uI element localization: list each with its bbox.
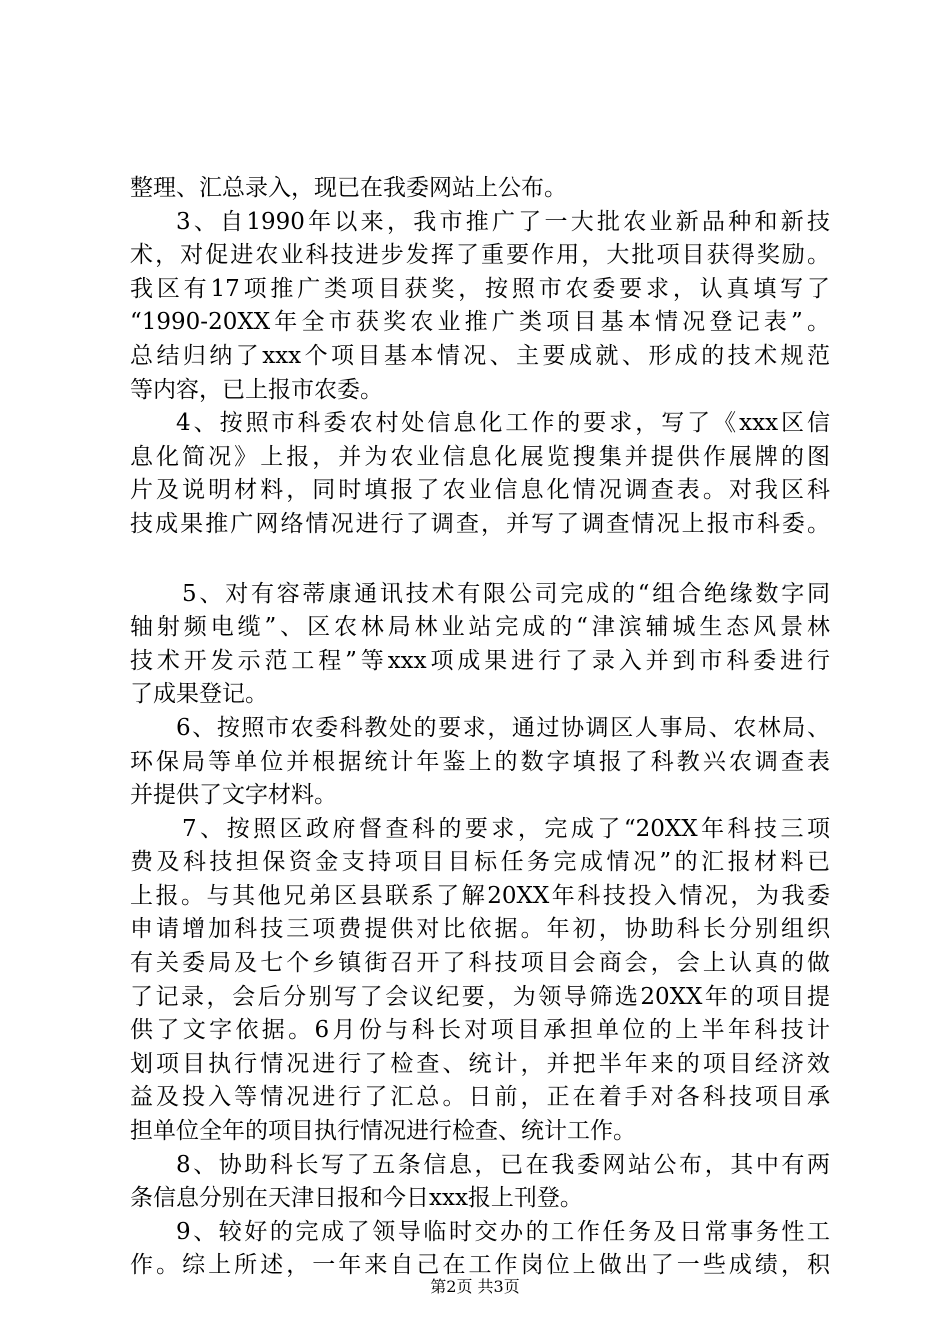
text-line: 我区有17项推广类项目获奖，按照市农委要求，认真填写了 (130, 275, 830, 302)
text-line: 4、按照市科委农村处信息化工作的要求，写了《xxx区信 (176, 410, 830, 437)
text-line: 5、对有容蒂康通讯技术有限公司完成的“组合绝缘数字同 (182, 580, 830, 607)
paragraph-gap (130, 542, 830, 578)
text-line: 上报。与其他兄弟区县联系了解20XX年科技投入情况，为我委 (130, 882, 830, 909)
text-line: 7、按照区政府督查科的要求，完成了“20XX年科技三项 (182, 815, 830, 842)
text-line: 息化简况》上报，并为农业信息化展览搜集并提供作展牌的图 (130, 443, 830, 470)
text-line: 8、协助科长写了五条信息，已在我委网站公布，其中有两 (176, 1151, 830, 1178)
text-line: 环保局等单位并根据统计年鉴上的数字填报了科教兴农调查表 (130, 748, 830, 775)
text-line: 有关委局及七个乡镇街召开了科技项目会商会，会上认真的做 (130, 950, 830, 977)
text-line: “1990-20XX年全市获奖农业推广类项目基本情况登记表”。 (130, 309, 830, 336)
text-line: 技术开发示范工程”等xxx项成果进行了录入并到市科委进行 (130, 647, 830, 674)
text-line: 技成果推广网络情况进行了调查，并写了调查情况上报市科委。 (130, 510, 830, 537)
text-line: 9、较好的完成了领导临时交办的工作任务及日常事务性工 (176, 1218, 830, 1245)
text-line: 划项目执行情况进行了检查、统计，并把半年来的项目经济效 (130, 1050, 830, 1077)
text-line: 担单位全年的项目执行情况进行检查、统计工作。 (130, 1118, 636, 1145)
text-line: 3、自1990年以来，我市推广了一大批农业新品种和新技 (176, 208, 830, 235)
text-line: 作。综上所述，一年来自己在工作岗位上做出了一些成绩，积 (130, 1252, 830, 1279)
text-line: 条信息分别在天津日报和今日xxx报上刊登。 (130, 1185, 583, 1212)
text-line: 了成果登记。 (130, 681, 268, 708)
text-line: 等内容，已上报市农委。 (130, 376, 383, 403)
text-line: 术，对促进农业科技进步发挥了重要作用，大批项目获得奖励。 (130, 242, 830, 269)
page-number-footer: 第2页 共3页 (430, 1277, 520, 1296)
document-body (130, 172, 830, 1283)
text-line: 供了文字依据。6月份与科长对项目承担单位的上半年科技计 (130, 1017, 830, 1044)
text-line: 并提供了文字材料。 (130, 782, 337, 809)
text-line: 益及投入等情况进行了汇总。日前，正在着手对各科技项目承 (130, 1084, 830, 1111)
text-line: 6、按照市农委科教处的要求，通过协调区人事局、农林局、 (176, 714, 830, 741)
text-line: 费及科技担保资金支持项目目标任务完成情况”的汇报材料已 (130, 849, 830, 876)
text-line: 轴射频电缆”、区农林局林业站完成的“津滨辅城生态风景林 (130, 614, 830, 641)
text-line: 总结归纳了xxx个项目基本情况、主要成就、形成的技术规范 (130, 342, 830, 369)
text-line: 整理、汇总录入，现已在我委网站上公布。 (130, 175, 567, 201)
text-line: 申请增加科技三项费提供对比依据。年初，协助科长分别组织 (130, 916, 830, 943)
text-line: 片及说明材料，同时填报了农业信息化情况调查表。对我区科 (130, 477, 830, 504)
text-line: 了记录，会后分别写了会议纪要，为领导筛选20XX年的项目提 (130, 983, 830, 1010)
